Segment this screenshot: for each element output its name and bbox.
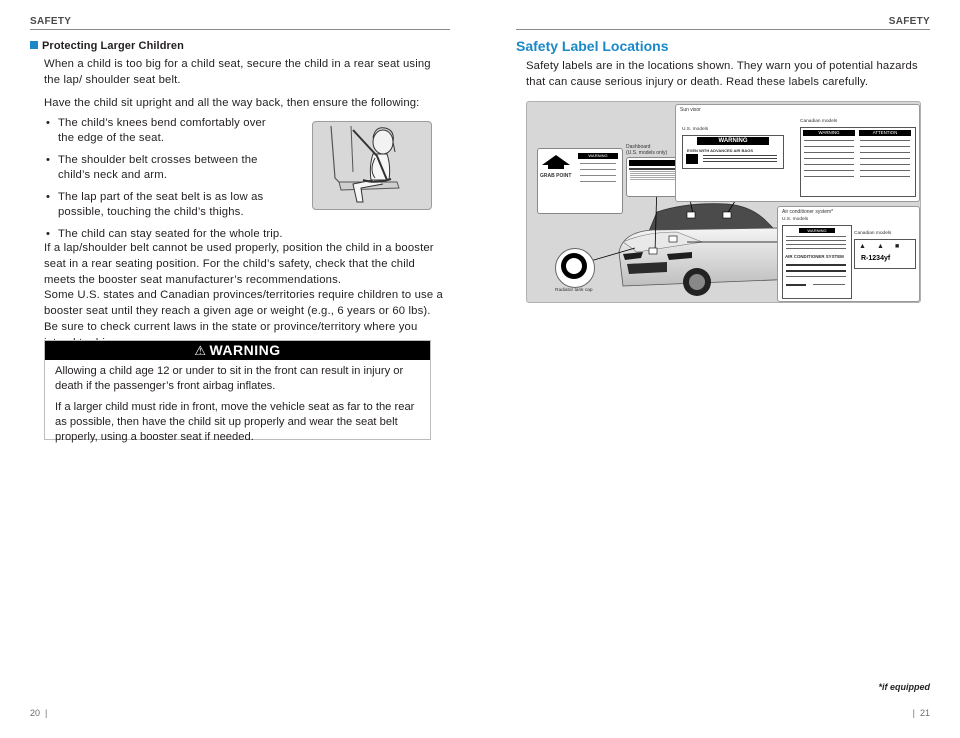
radiator-cap-label [555, 248, 595, 288]
intro-paragraph: Safety labels are in the locations shown. They warn you of potential hazards that can cause serious injury or death. Read these labels carefully. [526, 60, 918, 88]
tool-icon: ■ [895, 243, 900, 250]
warning-triangle-icon: ⚠ [194, 343, 207, 358]
laws-paragraph: Some U.S. states and Canadian provinces/territories require children to use a booster seat until they reach a given age or weight (e.g., 6 years or 60 lbs). Be sure to check current laws in the state or province/territory where you [44, 289, 443, 333]
header-rule [30, 29, 450, 30]
list-item: • The shoulder belt crosses between the child’s neck and arm. [46, 154, 258, 181]
warning-tag: WARNING [578, 153, 618, 159]
warning-header: ⚠ WARNING [45, 341, 430, 360]
right-page [480, 0, 960, 738]
canadian-ac-label: ▲ ▲ ■ R-1234yf [854, 239, 916, 269]
page-header: SAFETY [888, 16, 930, 27]
list-item: • The child can stay seated for the whole trip. [46, 228, 283, 240]
bullet-icon: • [46, 154, 51, 166]
requirement-list [44, 116, 284, 249]
warning-paragraph: If a larger child must ride in front, move the vehicle seat as far to the rear as possible, then have the child sit up properly and wear the seat belt properly, using a booster seat if needed. [55, 401, 415, 443]
fire-icon: ▲ [859, 243, 866, 250]
instruction-paragraph: Have the child sit upright and all the way back, then ensure the following: [44, 97, 420, 109]
bullet-icon: • [46, 117, 51, 129]
dashboard-note: (U.S. models only) [626, 150, 668, 156]
air-conditioner-group: Air conditioner system* U.S. models Canadian models WARNING AIR CONDITIONER SYSTEM ▲ ▲ ■ R-1234yf [777, 206, 920, 302]
footnote: *if equipped [878, 682, 930, 692]
page-number: | 21 [912, 708, 930, 718]
dashboard-caption: Dashboard [626, 144, 651, 150]
page-header: SAFETY [30, 16, 72, 27]
sun-visor-group: Sun visor U.S. models Canadian models WARNING EVEN WITH ADVANCED AIR BAGS WARNING ATTENTION [675, 104, 920, 202]
radiator-caption: Radiator tank cap [555, 288, 593, 293]
us-ac-label: WARNING AIR CONDITIONER SYSTEM [782, 225, 852, 299]
child-seat-belt-illustration [312, 121, 432, 210]
list-item: • The lap part of the seat belt is as low as possible, touching the child’s thighs. [46, 191, 264, 218]
bullet-icon: • [46, 191, 51, 203]
booster-paragraph: If a lap/shoulder belt cannot be used properly, position the child in a booster seat in a rear seating position. For the child’s safety, check that the child meets the booster seat manufacturer’s recommendations. [44, 242, 434, 286]
safety-label-figure [526, 101, 921, 303]
page-title: Safety Label Locations [516, 38, 669, 54]
header-rule [516, 29, 930, 30]
arrow-up-icon [542, 155, 570, 165]
list-item: • The child’s knees bend comfortably over the edge of the seat. [46, 117, 266, 144]
square-bullet-icon [30, 41, 38, 49]
warning-paragraph: Allowing a child age 12 or under to sit in the front can result in injury or death if the passenger’s front airbag inflates. [55, 365, 404, 392]
warning-box [44, 340, 431, 443]
grab-point-label: GRAB POINT WARNING [537, 148, 623, 214]
bullet-icon: • [46, 228, 51, 240]
caution-icon: ▲ [877, 243, 884, 250]
intro-paragraph: When a child is too big for a child seat, secure the child in a rear seat using the lap/ shoulder seat belt. [44, 58, 431, 86]
us-airbag-label: WARNING EVEN WITH ADVANCED AIR BAGS [682, 135, 784, 169]
section-title: Protecting Larger Children [30, 40, 184, 52]
warning-text [55, 364, 420, 445]
page-number: 20 | [30, 708, 48, 718]
canadian-airbag-label: WARNING ATTENTION [800, 127, 916, 197]
